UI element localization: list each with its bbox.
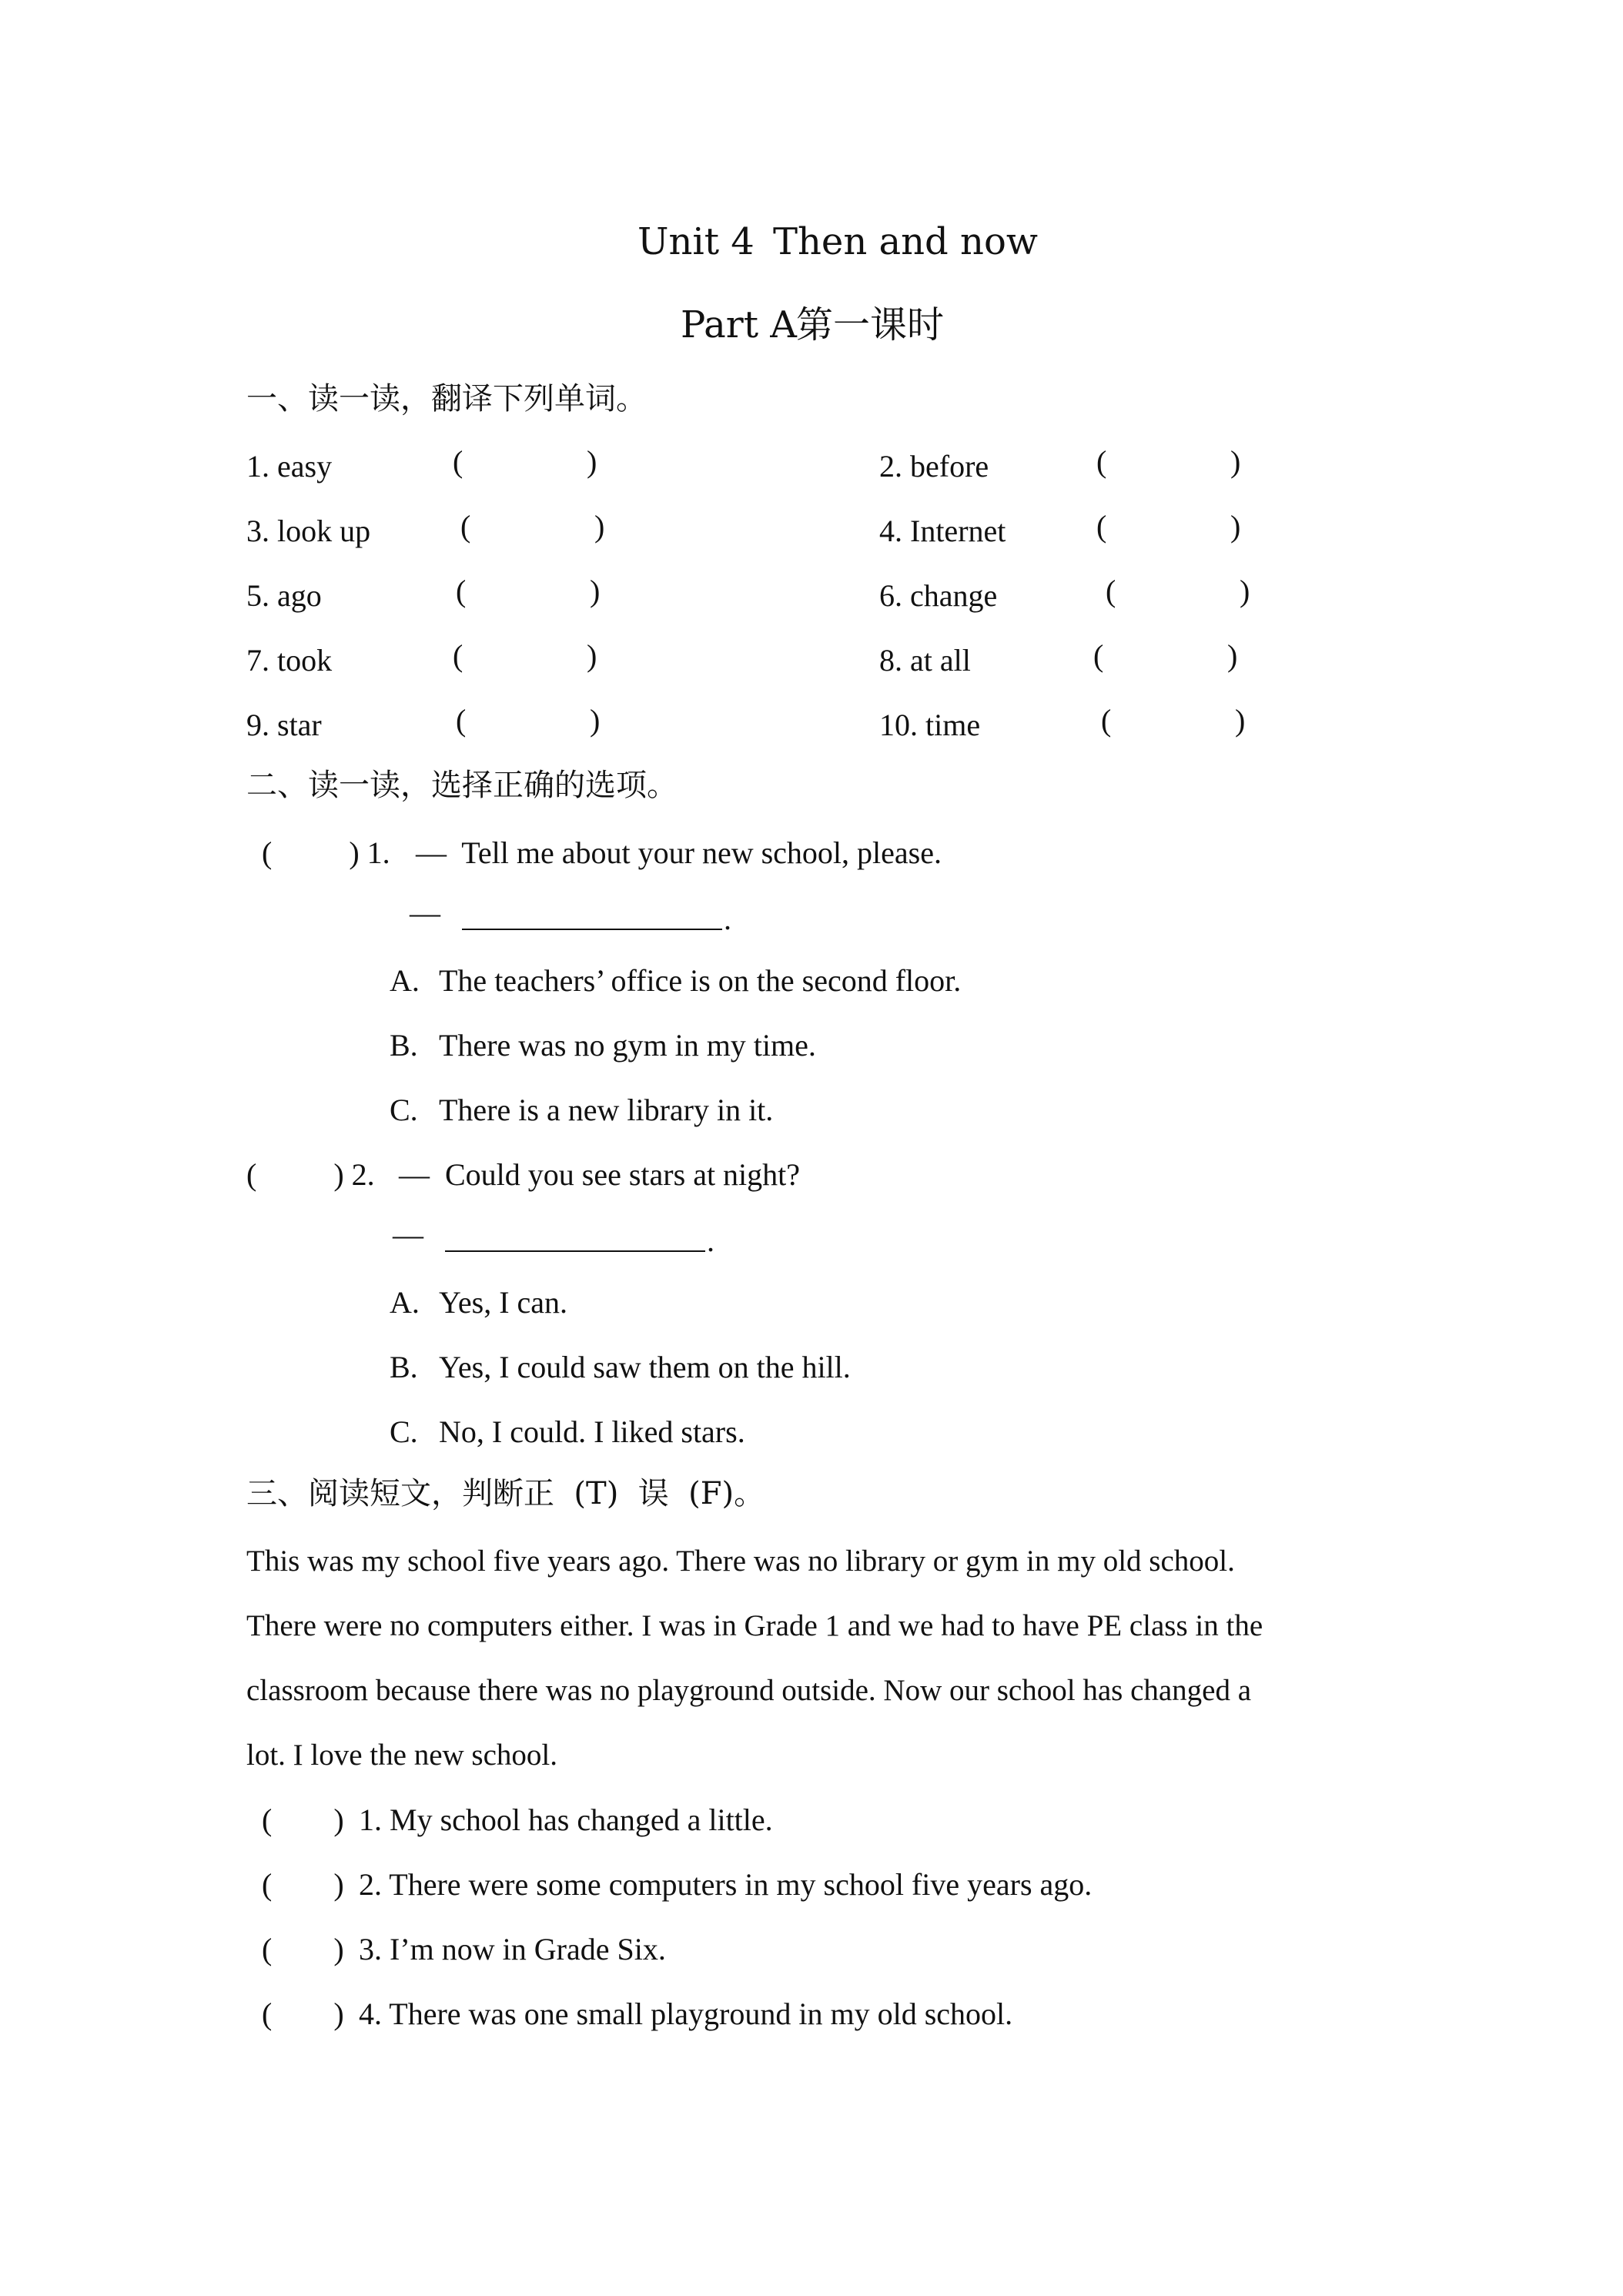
vocab-label: 10. time: [879, 708, 981, 742]
reply-dash: —: [393, 1217, 423, 1252]
blank-period: .: [724, 902, 731, 936]
unit-title: Unit 4: [637, 220, 755, 263]
question-prompt: — Tell me about your new school, please.: [416, 835, 942, 870]
vocab-label: 5. ago: [246, 578, 322, 613]
option-letter: B.: [390, 1028, 418, 1063]
option-text: There was no gym in my time.: [439, 1028, 816, 1063]
judge-statement: 1. My school has changed a little.: [359, 1802, 773, 1837]
paren-open: (: [456, 703, 467, 738]
judge-statement: 3. I’m now in Grade Six.: [359, 1932, 666, 1966]
blank-period: .: [707, 1223, 714, 1258]
option-text: Yes, I can.: [439, 1285, 568, 1320]
vocab-label: 8. at all: [879, 643, 971, 678]
paren-open: (: [453, 638, 463, 673]
paren-open: (: [456, 574, 467, 608]
vocab-label: 7. took: [246, 643, 333, 678]
judge-bracket[interactable]: ( ): [262, 1996, 344, 2031]
section2-heading: 二、读一读，选择正确的选项。: [246, 768, 678, 803]
section3-heading: 三、阅读短文，判断正 (T) 误 (F)。: [246, 1476, 765, 1511]
section1-heading: 一、读一读，翻译下列单词。: [246, 381, 647, 417]
paren-close: ): [590, 574, 601, 608]
vocab-label: 2. before: [879, 449, 989, 484]
paren-close: ): [1230, 444, 1241, 479]
answer-bracket[interactable]: ( ) 2.: [246, 1157, 375, 1192]
paren-open: (: [453, 444, 463, 479]
option-text: There is a new library in it.: [439, 1093, 774, 1127]
paren-open: (: [1096, 444, 1107, 479]
option-text: No, I could. I liked stars.: [439, 1414, 745, 1449]
option-letter: C.: [390, 1414, 418, 1449]
part-title: Part A: [681, 303, 797, 346]
judge-bracket[interactable]: ( ): [262, 1867, 344, 1902]
judge-bracket[interactable]: ( ): [262, 1932, 344, 1966]
paren-open: (: [1106, 574, 1116, 608]
paren-close: ): [594, 509, 605, 544]
vocab-label: 1. easy: [246, 449, 333, 484]
lesson-label: 第一课时: [796, 303, 945, 346]
question-prompt: — Could you see stars at night?: [399, 1157, 801, 1192]
option-text: The teachers’ office is on the second floor.: [439, 963, 962, 998]
answer-blank[interactable]: [445, 1250, 705, 1252]
paren-close: ): [1235, 703, 1246, 738]
paren-close: ): [1230, 509, 1241, 544]
judge-statement: 4. There was one small playground in my old school.: [359, 1996, 1013, 2031]
vocab-label: 9. star: [246, 708, 322, 742]
paren-open: (: [460, 509, 471, 544]
reply-dash: —: [410, 895, 440, 930]
option-letter: C.: [390, 1093, 418, 1127]
judge-statement: 2. There were some computers in my school five years ago.: [359, 1867, 1093, 1902]
option-letter: A.: [390, 963, 420, 998]
answer-blank[interactable]: [462, 929, 722, 930]
vocab-label: 6. change: [879, 578, 998, 613]
paren-close: ): [587, 444, 597, 479]
option-letter: A.: [390, 1285, 420, 1320]
vocab-label: 3. look up: [246, 514, 371, 548]
option-letter: B.: [390, 1350, 418, 1384]
passage-line: lot. I love the new school.: [246, 1739, 557, 1772]
option-text: Yes, I could saw them on the hill.: [439, 1350, 851, 1384]
unit-subtitle: Then and now: [773, 220, 1038, 263]
paren-close: ): [1227, 638, 1238, 673]
paren-close: ): [587, 638, 597, 673]
passage-line: There were no computers either. I was in Grade 1 and we had to have PE class in the: [246, 1609, 1263, 1642]
answer-bracket[interactable]: ( ) 1.: [262, 835, 390, 870]
paren-open: (: [1101, 703, 1112, 738]
judge-bracket[interactable]: ( ): [262, 1802, 344, 1837]
paren-close: ): [590, 703, 601, 738]
vocab-label: 4. Internet: [879, 514, 1006, 548]
paren-close: ): [1240, 574, 1250, 608]
passage-line: classroom because there was no playground outside. Now our school has changed a: [246, 1674, 1252, 1707]
paren-open: (: [1096, 509, 1107, 544]
paren-open: (: [1093, 638, 1104, 673]
passage-line: This was my school five years ago. There was no library or gym in my old school.: [246, 1545, 1235, 1578]
